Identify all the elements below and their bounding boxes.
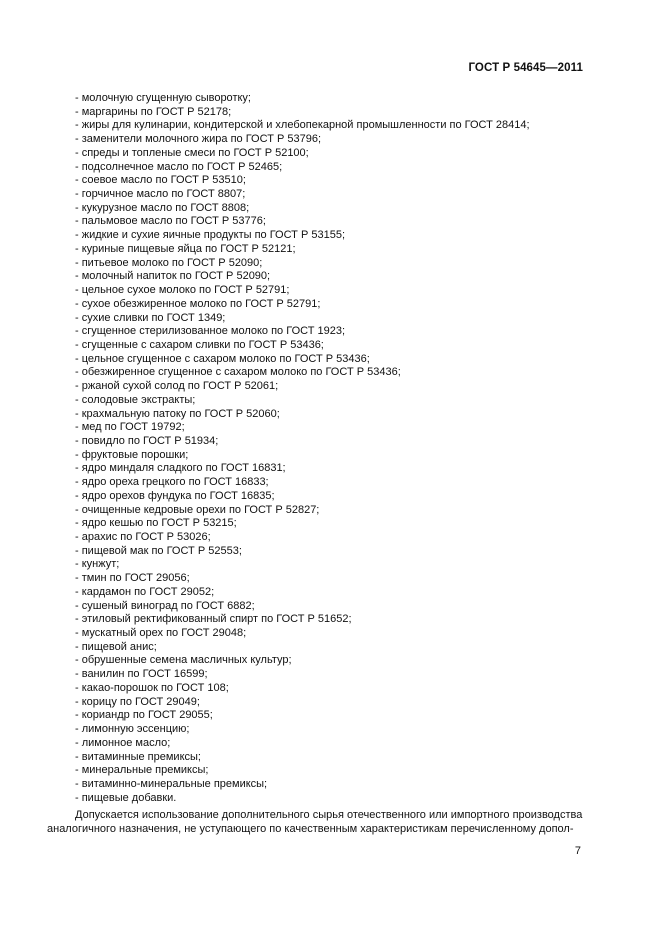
list-item: - лимонную эссенцию;	[75, 723, 190, 736]
list-item: - подсолнечное масло по ГОСТ Р 52465;	[75, 160, 283, 173]
list-item: - жиры для кулинарии, кондитерской и хлебопекарной промышленности по ГОСТ 28414;	[75, 119, 530, 132]
ingredient-list	[75, 92, 530, 805]
list-item: - мускатный орех по ГОСТ 29048;	[75, 627, 247, 640]
list-item: - цельное сухое молоко по ГОСТ Р 52791;	[75, 284, 290, 297]
list-item: - сгущенное стерилизованное молоко по ГОСТ 1923;	[75, 325, 346, 338]
list-item: - солодовые экстракты;	[75, 393, 196, 406]
list-item: - питьевое молоко по ГОСТ Р 52090;	[75, 256, 263, 269]
list-item: - мед по ГОСТ 19792;	[75, 421, 185, 434]
list-item: - сухое обезжиренное молоко по ГОСТ Р 52791;	[75, 297, 321, 310]
page-number: 7	[574, 845, 581, 857]
list-item: - кориандр по ГОСТ 29055;	[75, 709, 213, 722]
list-item: - горчичное масло по ГОСТ 8807;	[75, 188, 246, 201]
list-item: - кунжут;	[75, 558, 120, 571]
list-item: - маргарины по ГОСТ Р 52178;	[75, 105, 232, 118]
list-item: - обезжиренное сгущенное с сахаром молоко по ГОСТ Р 53436;	[75, 366, 401, 379]
paragraph-line-2: аналогичного назначения, не уступающего по качественным характеристикам перечисленному допол-	[47, 822, 574, 835]
list-item: - крахмальную патоку по ГОСТ Р 52060;	[75, 407, 280, 420]
list-item: - ржаной сухой солод по ГОСТ Р 52061;	[75, 380, 279, 393]
list-item: - фруктовые порошки;	[75, 448, 189, 461]
list-item: - цельное сгущенное с сахаром молоко по ГОСТ Р 53436;	[75, 352, 370, 365]
list-item: - жидкие и сухие яичные продукты по ГОСТ Р 53155;	[75, 229, 345, 242]
list-item: - какао-порошок по ГОСТ 108;	[75, 681, 229, 694]
list-item: - сгущенные с сахаром сливки по ГОСТ Р 53436;	[75, 338, 324, 351]
list-item: - арахис по ГОСТ Р 53026;	[75, 531, 211, 543]
list-item: - ванилин по ГОСТ 16599;	[75, 668, 208, 681]
continuation-paragraph	[47, 809, 584, 836]
list-item: - повидло по ГОСТ Р 51934;	[75, 434, 219, 447]
list-item: - молочный напиток по ГОСТ Р 52090;	[75, 270, 271, 283]
list-item: - спреды и топленые смеси по ГОСТ Р 52100;	[75, 146, 309, 159]
list-item: - заменители молочного жира по ГОСТ Р 53796;	[75, 133, 322, 146]
list-item: - сухие сливки по ГОСТ 1349;	[75, 311, 226, 324]
list-item: - куриные пищевые яйца по ГОСТ Р 52121;	[75, 242, 296, 255]
list-item: - этиловый ректификованный спирт по ГОСТ Р 51652;	[75, 613, 352, 626]
document-header: ГОСТ Р 54645—2011	[468, 62, 583, 74]
list-item: - ядро миндаля сладкого по ГОСТ 16831;	[75, 462, 286, 475]
list-item: - тмин по ГОСТ 29056;	[75, 572, 190, 585]
list-item: - сушеный виноград по ГОСТ 6882;	[75, 599, 255, 612]
list-item: - лимонное масло;	[75, 736, 171, 749]
list-item: - ядро ореха грецкого по ГОСТ 16833;	[75, 476, 269, 489]
list-item: - витаминные премиксы;	[75, 750, 201, 763]
list-item: - соевое масло по ГОСТ Р 53510;	[75, 174, 246, 187]
list-item: - ядро орехов фундука по ГОСТ 16835;	[75, 489, 275, 502]
list-item: - минеральные премиксы;	[75, 764, 209, 777]
list-item: - обрушенные семена масличных культур;	[75, 654, 292, 667]
list-item: - кукурузное масло по ГОСТ 8808;	[75, 201, 250, 214]
list-item: - корицу по ГОСТ 29049;	[75, 695, 200, 708]
list-item: - очищенные кедровые орехи по ГОСТ Р 52827;	[75, 503, 320, 516]
list-item: - пищевые добавки.	[75, 791, 177, 804]
list-item: - молочную сгущенную сыворотку;	[75, 92, 251, 104]
list-item: - пальмовое масло по ГОСТ Р 53776;	[75, 215, 266, 228]
paragraph-line-1: Допускается использование дополнительного сырья отечественного или импортного производства	[75, 809, 583, 821]
list-item: - пищевой анис;	[75, 640, 157, 653]
list-item: - пищевой мак по ГОСТ Р 52553;	[75, 544, 242, 557]
list-item: - витаминно-минеральные премиксы;	[75, 777, 268, 790]
list-item: - ядро кешью по ГОСТ Р 53215;	[75, 517, 237, 530]
list-item: - кардамон по ГОСТ 29052;	[75, 585, 215, 598]
